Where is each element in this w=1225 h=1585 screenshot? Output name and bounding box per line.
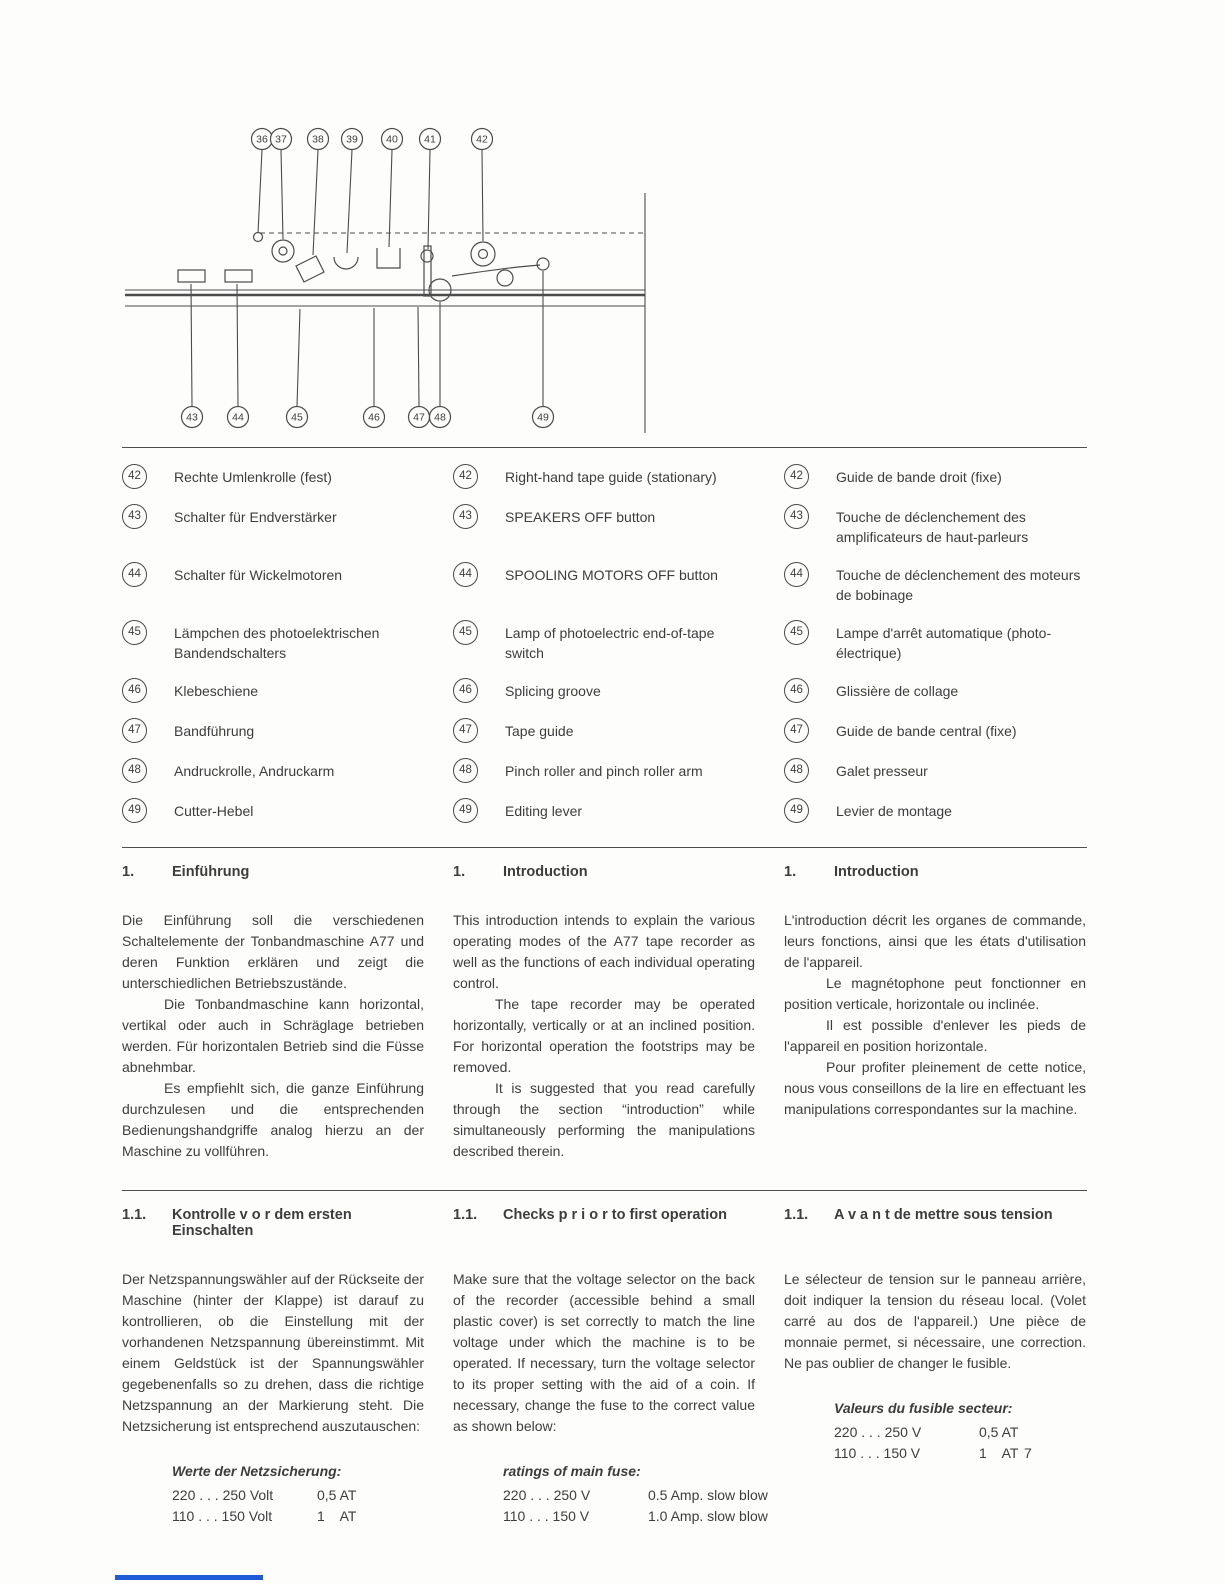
legend-item (122, 758, 424, 783)
part-label: Schalter für Endverstärker (174, 509, 337, 525)
legend-item (453, 718, 755, 743)
part-label: Levier de montage (836, 803, 952, 819)
part-label: Glissière de collage (836, 683, 959, 699)
section-number: 1. (784, 864, 797, 880)
spooling-motors-switch-shape (225, 270, 252, 282)
screw-shape (254, 233, 263, 242)
legend-row-45 (122, 620, 1087, 663)
section-title: Checks p r i o r to first operation (503, 1207, 727, 1223)
callout-48 (430, 407, 451, 428)
head-shield-shape (377, 248, 400, 268)
section-heading-en (453, 864, 755, 880)
legend-row-47 (122, 718, 1087, 743)
part-label: Touche de déclenchement des amplificateurs de haut-parleurs (836, 509, 1029, 545)
legend-item (122, 464, 424, 489)
legend-item (122, 562, 424, 605)
paragraph: Die Tonbandmaschine kann horizontal, vertikal oder auch in Schräglage betrieben werden. Für horizontalen Betrieb sind die Füsse abnehmbar. (122, 996, 424, 1075)
legend-row-49 (122, 798, 1087, 823)
speakers-off-switch-shape (178, 270, 205, 282)
part-label: Right-hand tape guide (stationary) (505, 469, 717, 485)
fuse-table-de (172, 1461, 424, 1527)
part-number-badge: 48 (784, 758, 809, 783)
part-label: Rechte Umlenkrolle (fest) (174, 469, 332, 485)
part-label: Pinch roller and pinch roller arm (505, 763, 703, 779)
section-checks-headings (122, 1207, 1087, 1239)
section-title: Kontrolle v o r dem ersten Einschalten (172, 1207, 352, 1239)
part-number-badge: 43 (453, 504, 478, 529)
legend-row-42 (122, 464, 1087, 489)
svg-text:41: 41 (424, 133, 436, 146)
fuse-range: 110 . . . 150 V (503, 1508, 590, 1524)
part-number-badge: 49 (784, 798, 809, 823)
part-label: Galet presseur (836, 763, 928, 779)
legend-item (122, 718, 424, 743)
callout-40 (382, 129, 403, 150)
section-heading-fr (784, 864, 1086, 880)
section-title: Introduction (503, 864, 588, 880)
paragraph: Der Netzspannungswähler auf der Rückseite der Maschine (hinter der Klappe) ist darauf zu kontrollieren, ob die Einstellung mit der vorhandenen Netzspannung übereinstimmt. Mit einem Geldstück ist der Spannungswähler gegebenenfalls so zu drehen, dass die richtige Netzspannung an der Markierung steht. Die Netzsicherung ist entsprechend auszutauschen: (122, 1271, 424, 1434)
part-label: Touche de déclenchement des moteurs de bobinage (836, 567, 1081, 603)
fuse-row (834, 1422, 1086, 1443)
paragraph: L'introduction décrit les organes de commande, leurs fonctions, ainsi que les états d'utilisation de l'appareil. (784, 912, 1086, 970)
part-number-badge: 47 (122, 718, 147, 743)
editing-lever-knob-shape (537, 258, 549, 270)
part-number-badge: 45 (784, 620, 809, 645)
part-number-badge: 48 (122, 758, 147, 783)
legend-item (453, 562, 755, 605)
part-number-badge: 44 (453, 562, 478, 587)
legend-item (122, 798, 424, 823)
legend-item (784, 504, 1086, 547)
paragraph: The tape recorder may be operated horizontally, vertically or at an inclined position. For horizontal operation the footstrips may be removed. (453, 996, 755, 1075)
section-number: 1.1. (453, 1207, 478, 1223)
part-number-badge: 49 (453, 798, 478, 823)
page-content (122, 447, 1087, 1527)
checks-text-fr (784, 1269, 1086, 1527)
intro-text-en (453, 910, 755, 1162)
svg-text:49: 49 (537, 411, 549, 424)
section-intro-headings (122, 864, 1087, 880)
part-number-badge: 46 (784, 678, 809, 703)
svg-text:44: 44 (232, 411, 244, 424)
fuse-range: 110 . . . 150 Volt (172, 1508, 273, 1524)
part-label: Lämpchen des photoelektrischen Bandendschalters (174, 625, 380, 661)
left-tape-guide-shape (272, 240, 294, 262)
section-heading-fr (784, 1207, 1086, 1239)
section-number: 1.1. (122, 1207, 147, 1223)
part-label: SPEAKERS OFF button (505, 509, 656, 525)
section-checks-body (122, 1269, 1087, 1527)
svg-text:46: 46 (368, 411, 380, 424)
fuse-rating: 1 AT (979, 1445, 1019, 1461)
legend-row-43 (122, 504, 1087, 547)
legend-item (122, 504, 424, 547)
fuse-row (834, 1443, 1086, 1464)
cup-guide-shape (334, 257, 358, 269)
legend-item (122, 678, 424, 703)
callout-36 (252, 129, 273, 150)
legend-row-48 (122, 758, 1087, 783)
part-label: Editing lever (505, 803, 583, 819)
part-label: Schalter für Wickelmotoren (174, 567, 343, 583)
pinch-arm-pivot-shape (497, 270, 513, 286)
part-number-badge: 45 (122, 620, 147, 645)
part-number-badge: 47 (784, 718, 809, 743)
part-label: Guide de bande central (fixe) (836, 723, 1017, 739)
fuse-table-title: Valeurs du fusible secteur: (834, 1400, 1013, 1416)
mechanism-drawing (100, 118, 740, 453)
part-label: Klebeschiene (174, 683, 259, 699)
svg-text:36: 36 (256, 133, 268, 146)
legend-item (122, 620, 424, 663)
legend-item (453, 504, 755, 547)
callout-leader-lines (191, 150, 543, 406)
svg-text:43: 43 (186, 411, 198, 424)
part-number-badge: 44 (122, 562, 147, 587)
divider (122, 447, 1087, 448)
part-number-badge: 49 (122, 798, 147, 823)
callout-46 (364, 407, 385, 428)
callout-42 (472, 129, 493, 150)
fuse-table-fr (834, 1398, 1086, 1464)
top-callouts (252, 129, 493, 150)
legend-item (784, 562, 1086, 605)
paragraph: This introduction intends to explain the various operating modes of the A77 tape recorder as well as the functions of each individual operating control. (453, 912, 755, 991)
part-number-badge: 46 (453, 678, 478, 703)
paragraph: Le magnétophone peut fonctionner en position verticale, horizontale ou inclinée. (784, 975, 1086, 1012)
paragraph: Die Einführung soll die verschiedenen Schaltelemente der Tonbandmaschine A77 und deren Funktion erklären und zeigt die unterschiedlichen Betriebszustände. (122, 912, 424, 991)
mechanism-parts (178, 233, 549, 302)
svg-text:38: 38 (312, 133, 324, 146)
checks-text-de (122, 1269, 424, 1527)
callout-44 (228, 407, 249, 428)
fuse-table-en (503, 1461, 768, 1527)
section-heading-de (122, 864, 424, 880)
svg-text:47: 47 (413, 411, 425, 424)
divider (122, 1190, 1087, 1191)
right-tape-guide-shape (471, 242, 495, 266)
scan-artifact-blue-bar (115, 1575, 263, 1580)
fuse-row (172, 1506, 424, 1527)
fuse-table-title: Werte der Netzsicherung: (172, 1463, 342, 1479)
legend-item (453, 798, 755, 823)
part-label: Andruckrolle, Andruckarm (174, 763, 335, 779)
legend-row-44 (122, 562, 1087, 605)
head-block-structure (125, 193, 645, 433)
part-label: Splicing groove (505, 683, 601, 699)
svg-text:39: 39 (346, 133, 358, 146)
editing-lever-arm-shape (452, 265, 540, 276)
section-intro-body (122, 910, 1087, 1162)
part-number-badge: 42 (453, 464, 478, 489)
callout-43 (182, 407, 203, 428)
section-number: 1. (453, 864, 466, 880)
paragraph: Il est possible d'enlever les pieds de l'appareil en position horizontale. (784, 1017, 1086, 1054)
legend-item (784, 798, 1086, 823)
fuse-rating: 0,5 AT (979, 1424, 1019, 1440)
fuse-range: 220 . . . 250 Volt (172, 1487, 274, 1503)
callout-38 (308, 129, 329, 150)
part-number-badge: 43 (122, 504, 147, 529)
fuse-rating: 1 AT (317, 1508, 357, 1524)
fuse-table-title: ratings of main fuse: (503, 1463, 641, 1479)
legend-item (784, 718, 1086, 743)
part-label: Guide de bande droit (fixe) (836, 469, 1002, 485)
fuse-rating: 0.5 Amp. slow blow (648, 1487, 768, 1503)
paragraph: Pour profiter pleinement de cette notice, nous vous conseillons de la lire en effectuant les manipulations correspondantes sur la machine. (784, 1059, 1086, 1117)
legend-item (453, 678, 755, 703)
svg-text:48: 48 (434, 411, 446, 424)
part-label: SPOOLING MOTORS OFF button (505, 567, 718, 583)
legend-item (453, 464, 755, 489)
legend-item (784, 678, 1086, 703)
part-label: Lampe d'arrêt automatique (photo-électrique) (836, 625, 1052, 661)
section-title: A v a n t de mettre sous tension (834, 1207, 1053, 1223)
paragraph: Le sélecteur de tension sur le panneau arrière, doit indiquer la tension du réseau local. (Volet carré au dos de l'appareil.) Une pièce de monnaie permet, si nécessaire, une correction. Ne pas oublier de changer le fusible. (784, 1271, 1086, 1371)
legend-item (784, 464, 1086, 489)
part-number-badge: 47 (453, 718, 478, 743)
callout-47 (409, 407, 430, 428)
callout-49 (533, 407, 554, 428)
legend-row-46 (122, 678, 1087, 703)
section-number: 1.1. (784, 1207, 809, 1223)
section-title: Introduction (834, 864, 919, 880)
intro-text-fr (784, 910, 1086, 1162)
fuse-row (503, 1485, 768, 1506)
callout-41 (420, 129, 441, 150)
svg-text:42: 42 (476, 133, 488, 146)
section-title: Einführung (172, 864, 250, 880)
paragraph: Make sure that the voltage selector on the back of the recorder (accessible behind a small plastic cover) is set correctly to match the line voltage under which the machine is to be operated. If necessary, turn the voltage selector to its proper setting with the aid of a coin. If necessary, change the fuse to the correct value as shown below: (453, 1271, 755, 1434)
section-heading-de (122, 1207, 424, 1239)
part-label: Tape guide (505, 723, 574, 739)
section-heading-en (453, 1207, 755, 1239)
capstan-shaft-shape (424, 246, 431, 296)
fuse-row (172, 1485, 424, 1506)
tape-mechanism-diagram (100, 118, 740, 453)
legend-item (784, 758, 1086, 783)
part-number-badge: 48 (453, 758, 478, 783)
page-number: 7 (1024, 1445, 1032, 1461)
part-number-badge: 43 (784, 504, 809, 529)
paragraph: It is suggested that you read carefully through the section “introduction” while simultaneously performing the manipulations described therein. (453, 1080, 755, 1159)
legend-item (784, 620, 1086, 663)
fuse-range: 220 . . . 250 V (834, 1424, 922, 1440)
bottom-callouts (182, 407, 554, 428)
callout-39 (342, 129, 363, 150)
divider (122, 847, 1087, 848)
part-number-badge: 46 (122, 678, 147, 703)
callout-37 (271, 129, 292, 150)
svg-text:40: 40 (386, 133, 398, 146)
lever-shape (296, 256, 324, 282)
legend-item (453, 620, 755, 663)
part-number-badge: 42 (122, 464, 147, 489)
fuse-range: 220 . . . 250 V (503, 1487, 591, 1503)
legend-item (453, 758, 755, 783)
part-label: Lamp of photoelectric end-of-tape switch (505, 625, 715, 661)
part-number-badge: 42 (784, 464, 809, 489)
svg-text:37: 37 (275, 133, 287, 146)
section-number: 1. (122, 864, 135, 880)
part-label: Cutter-Hebel (174, 803, 254, 819)
callout-45 (287, 407, 308, 428)
intro-text-de (122, 910, 424, 1162)
fuse-rating: 1.0 Amp. slow blow (648, 1508, 768, 1524)
fuse-range: 110 . . . 150 V (834, 1445, 921, 1461)
part-number-badge: 45 (453, 620, 478, 645)
fuse-rating: 0,5 AT (317, 1487, 357, 1503)
fuse-row (503, 1506, 768, 1527)
paragraph: Es empfiehlt sich, die ganze Einführung durchzulesen und die entsprechenden Bedienungshandgriffe analog hierzu an der Maschine zu vollführen. (122, 1080, 424, 1159)
checks-text-en (453, 1269, 768, 1527)
parts-legend (122, 464, 1087, 823)
part-number-badge: 44 (784, 562, 809, 587)
svg-text:45: 45 (291, 411, 303, 424)
part-label: Bandführung (174, 723, 255, 739)
